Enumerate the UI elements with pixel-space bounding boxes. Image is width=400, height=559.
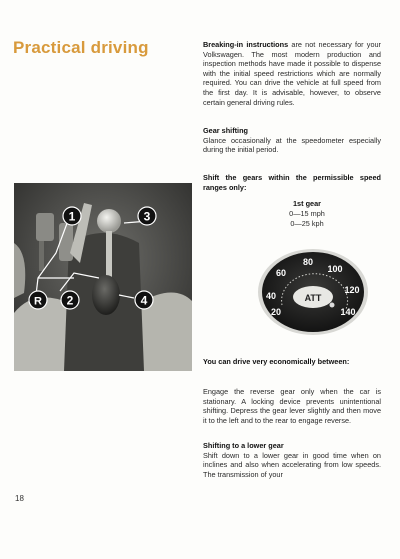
speedo-mark-40: 40 <box>265 291 277 301</box>
gear-speed-table <box>262 199 352 228</box>
shift-ranges-paragraph <box>203 173 381 192</box>
speedo-mark-100: 100 <box>327 264 343 274</box>
lower-gear-text: Shift down to a lower gear in good time when on inclines and also when accelerating from low speeds. The transmission of your <box>203 450 381 479</box>
callout-reverse <box>29 291 47 309</box>
callout-3 <box>138 207 156 225</box>
gear-kph: 0—25 kph <box>290 218 324 228</box>
speedo-mark-20: 20 <box>270 307 282 317</box>
page-title: Practical driving <box>13 38 149 57</box>
svg-text:R: R <box>34 295 42 308</box>
gear-shifting-text: Glance occasionally at the speedometer especially during the initial period. <box>203 135 381 155</box>
svg-text:2: 2 <box>66 293 74 308</box>
callout-2 <box>61 291 79 309</box>
reverse-paragraph: Engage the reverse gear only when the car is stationary. A locking device prevents unintentional shifting. Depress the gear lever slightly and then move it to the left and to the rear to engage reverse. <box>203 387 381 425</box>
svg-text:1: 1 <box>68 209 76 224</box>
speedo-mark-140: 140 <box>340 307 356 317</box>
breakin-paragraph <box>203 40 381 107</box>
breakin-text: are not necessary for your Volkswagen. The most modern production and inspection methods have made it possible to dispense with the initial speed restrictions which are normally required. You can drive the vehicle at full speed from the first day. It is advisable, however, to observe certain general driving rules. <box>203 40 381 107</box>
svg-text:4: 4 <box>140 293 148 308</box>
gear-lever-photo <box>14 183 192 371</box>
gear-shifting-paragraph <box>203 126 381 155</box>
callout-1 <box>63 207 81 225</box>
speedo-mark-80: 80 <box>302 257 314 267</box>
speedometer-icon <box>256 247 370 337</box>
lower-gear-title: Shifting to a lower gear <box>203 441 284 450</box>
speedo-odometer: ATT <box>304 293 322 303</box>
svg-text:3: 3 <box>143 209 151 224</box>
callout-4 <box>135 291 153 309</box>
gear-mph: 0—15 mph <box>289 208 325 218</box>
gear-shifting-title: Gear shifting <box>203 126 249 135</box>
breakin-title: Breaking-in instructions <box>203 40 289 49</box>
lower-gear-paragraph <box>203 441 381 479</box>
shift-ranges-title: Shift the gears within the permissible speed ranges only: <box>203 173 381 192</box>
speedo-mark-120: 120 <box>344 285 360 295</box>
economy-note: You can drive very economically between: <box>203 357 350 366</box>
speedo-mark-60: 60 <box>275 268 287 278</box>
gear-title: 1st gear <box>293 199 321 208</box>
page-number: 18 <box>15 494 24 503</box>
